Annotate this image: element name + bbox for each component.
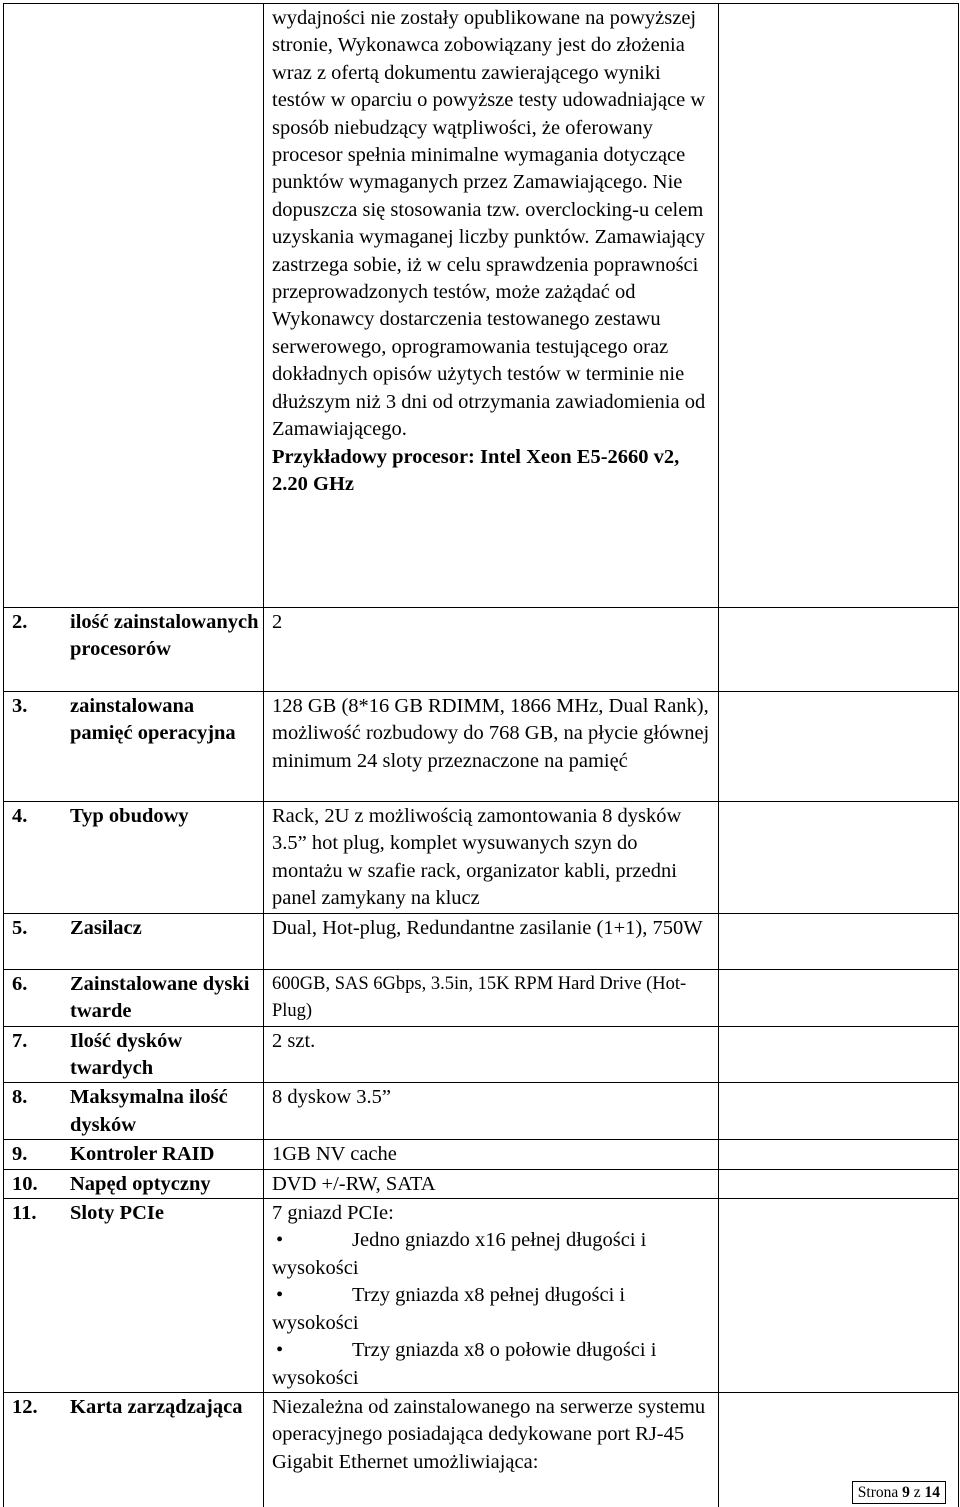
value-cell [264, 608, 719, 692]
name-cell [4, 913, 264, 969]
bullet-icon: • [276, 1284, 284, 1307]
row-label: Typ obudowy [70, 805, 189, 827]
row-number: 7. [12, 1029, 28, 1052]
row-label: Zainstalowane dyski twarde [70, 972, 250, 1023]
row-label: Napęd optyczny [70, 1172, 211, 1195]
row-label: ilość zainstalowanych procesorów [70, 611, 259, 661]
extra-cell [719, 802, 959, 914]
row-label: Kontroler RAID [70, 1143, 215, 1166]
extra-cell [719, 608, 959, 692]
row-value: 2 [272, 611, 283, 633]
row-number: 2. [12, 611, 28, 633]
example-processor: Przykładowy procesor: Intel Xeon E5-2660 v2, 2.20 GHz [272, 445, 680, 495]
list-item [272, 1282, 710, 1337]
list-item-text: Trzy gniazda x8 pełnej długości i wysokości [272, 1284, 626, 1334]
row-number: 8. [12, 1086, 28, 1109]
name-cell [4, 1392, 264, 1507]
row-number: 10. [12, 1172, 38, 1195]
row-value: Niezależna od zainstalowanego na serwerze systemu operacyjnego posiadająca dedykowane port RJ-45 Gigabit Ethernet umożliwiająca: [272, 1395, 706, 1473]
bullet-icon: • [276, 1229, 284, 1252]
table-row [4, 4, 959, 608]
name-cell [4, 802, 264, 914]
extra-cell [719, 1083, 959, 1140]
name-cell [4, 1026, 264, 1083]
row-label: Karta zarządzająca [70, 1395, 243, 1418]
pcie-slot-list [272, 1227, 710, 1391]
value-cell [264, 969, 719, 1026]
row-label: zainstalowana pamięć operacyjna [70, 695, 236, 745]
name-cell [4, 608, 264, 692]
extra-cell [719, 1169, 959, 1198]
extra-cell [719, 969, 959, 1026]
bullet-icon: • [276, 1339, 284, 1362]
value-cell [264, 913, 719, 969]
list-item [272, 1227, 710, 1282]
value-cell [264, 1083, 719, 1140]
extra-cell [719, 1199, 959, 1393]
table-row [4, 608, 959, 692]
row-label: Maksymalna ilość dysków [70, 1086, 228, 1136]
spec-table [3, 3, 959, 1507]
current-page: 9 [902, 1484, 910, 1501]
table-row [4, 1392, 959, 1507]
row-number: 3. [12, 695, 28, 717]
value-cell [264, 1026, 719, 1083]
extra-cell [719, 4, 959, 608]
total-pages: 14 [924, 1484, 940, 1501]
page-label: Strona [857, 1484, 899, 1501]
value-cell [264, 692, 719, 802]
page-number [852, 1481, 946, 1504]
row-number: 9. [12, 1143, 28, 1166]
row-number: 12. [12, 1395, 38, 1418]
extra-cell [719, 913, 959, 969]
extra-cell [719, 1140, 959, 1169]
table-row [4, 1169, 959, 1198]
list-item-text: Trzy gniazda x8 o połowie długości i wysokości [272, 1339, 657, 1389]
row-number: 5. [12, 916, 28, 939]
row-value: 1GB NV cache [272, 1143, 397, 1166]
row-value: 2 szt. [272, 1029, 316, 1052]
value-cell [264, 4, 719, 608]
name-cell [4, 1140, 264, 1169]
row-number: 6. [12, 972, 28, 995]
row-label: Zasilacz [70, 916, 142, 939]
table-row [4, 1199, 959, 1393]
value-cell [264, 1140, 719, 1169]
list-item-text: Jedno gniazdo x16 pełnej długości i wysokości [272, 1229, 647, 1279]
table-row [4, 1140, 959, 1169]
row-value: DVD +/-RW, SATA [272, 1172, 436, 1195]
extra-cell [719, 1026, 959, 1083]
table-row [4, 1026, 959, 1083]
page-separator: z [913, 1484, 921, 1501]
value-cell [264, 1392, 719, 1507]
table-row [4, 969, 959, 1026]
row-value: 8 dyskow 3.5” [272, 1086, 392, 1109]
intro-text: wydajności nie zostały opublikowane na powyższej stronie, Wykonawca zobowiązany jest do złożenia wraz z ofertą dokumentu zawierającego wyniki testów w oparciu o powyższe testy udowadniające w sposób niebudzący wątpliwości, że oferowany procesor spełnia minimalne wymagania dotyczące punktów wymaganych przez Zamawiającego. Nie dopuszcza się stosowania tzw. overclocking-u celem uzyskania wymaganej liczby punktów. Zamawiający zastrzega sobie, iż w celu sprawdzenia poprawności przeprowadzonych testów, może zażądać od Wykonawcy dostarczenia testowanego zestawu serwerowego, oprogramowania testującego oraz dokładnych opisów użytych testów w terminie nie dłuższym niż 3 dni od otrzymania zawiadomienia od Zamawiającego. [272, 7, 706, 441]
name-cell [4, 1199, 264, 1393]
row-value: 128 GB (8*16 GB RDIMM, 1866 MHz, Dual Rank), możliwość rozbudowy do 768 GB, na płycie głównej minimum 24 sloty przeznaczone na pamięć [272, 695, 710, 772]
row-value: Rack, 2U z możliwością zamontowania 8 dysków 3.5” hot plug, komplet wysuwanych szyn do montażu w szafie rack, organizator kabli, przedni panel zamykany na klucz [272, 805, 682, 910]
row-label: Ilość dysków twardych [70, 1029, 183, 1080]
name-cell [4, 1169, 264, 1198]
list-item [272, 1337, 710, 1392]
value-cell [264, 1199, 719, 1393]
row-number: 11. [12, 1202, 37, 1225]
row-label: Sloty PCIe [70, 1202, 164, 1225]
row-number: 4. [12, 805, 28, 827]
row-value: Dual, Hot-plug, Redundantne zasilanie (1+1), 750W [272, 916, 703, 939]
table-row [4, 913, 959, 969]
table-row [4, 802, 959, 914]
value-cell [264, 1169, 719, 1198]
extra-cell [719, 692, 959, 802]
name-cell [4, 1083, 264, 1140]
name-cell [4, 4, 264, 608]
table-row [4, 692, 959, 802]
table-row [4, 1083, 959, 1140]
row-value: 600GB, SAS 6Gbps, 3.5in, 15K RPM Hard Drive (Hot-Plug) [272, 973, 687, 1022]
name-cell [4, 692, 264, 802]
name-cell [4, 969, 264, 1026]
value-cell [264, 802, 719, 914]
row-value: 7 gniazd PCIe: [272, 1202, 394, 1225]
